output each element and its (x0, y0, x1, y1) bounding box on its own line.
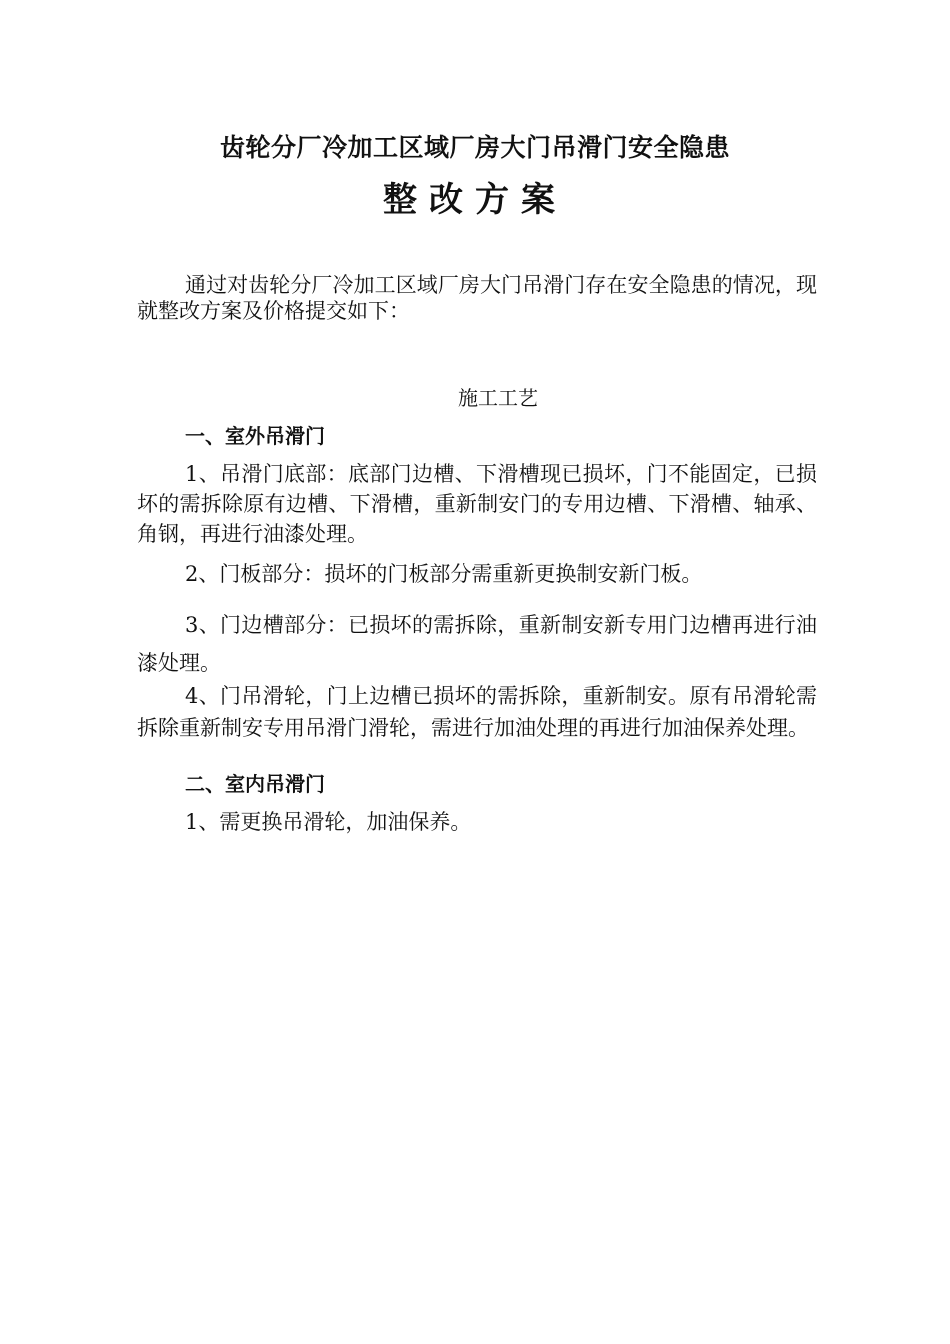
outdoor-item-1: 1、吊滑门底部：底部门边槽、下滑槽现已损坏，门不能固定，已损坏的需拆除原有边槽、下滑槽，重新制安门的专用边槽、下滑槽、轴承、角钢，再进行油漆处理。 (137, 462, 817, 546)
intro-paragraph: 通过对齿轮分厂冷加工区域厂房大门吊滑门存在安全隐患的情况，现就整改方案及价格提交如下： (137, 273, 817, 323)
process-heading: 施工工艺 (458, 386, 538, 410)
section-heading-indoor: 二、室内吊滑门 (185, 772, 325, 796)
indoor-item-1: 1、需更换吊滑轮，加油保养。 (185, 810, 472, 834)
document-subtitle: 整改方案 (383, 180, 567, 220)
outdoor-item-2: 2、门板部分：损坏的门板部分需重新更换制安新门板。 (185, 562, 703, 586)
document-title: 齿轮分厂冷加工区域厂房大门吊滑门安全隐患 (219, 133, 730, 162)
outdoor-item-4: 4、门吊滑轮，门上边槽已损坏的需拆除，重新制安。原有吊滑轮需拆除重新制安专用吊滑门滑轮，需进行加油处理的再进行加油保养处理。 (137, 684, 817, 740)
outdoor-item-3: 3、门边槽部分：已损坏的需拆除，重新制安新专用门边槽再进行油漆处理。 (137, 613, 817, 675)
section-heading-outdoor: 一、室外吊滑门 (185, 424, 325, 448)
